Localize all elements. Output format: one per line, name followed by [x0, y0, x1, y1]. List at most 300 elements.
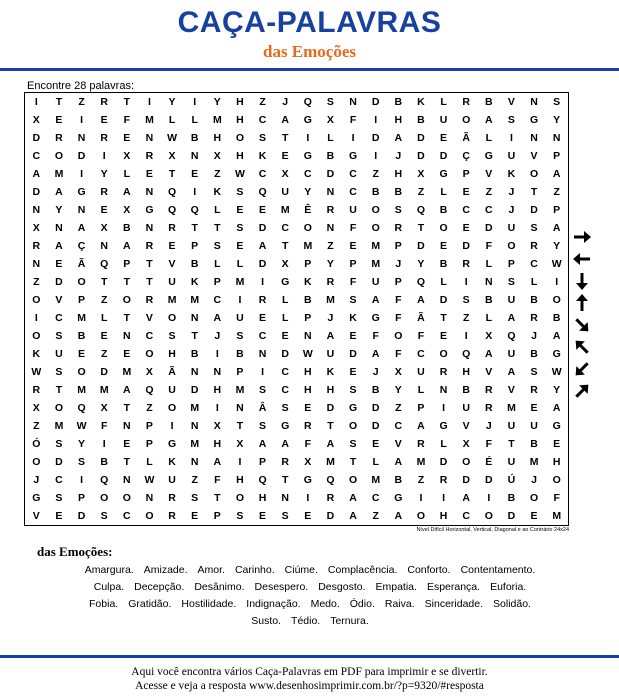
grid-cell[interactable]: E	[462, 222, 470, 234]
grid-cell[interactable]: Q	[416, 276, 426, 288]
grid-cell[interactable]: S	[349, 438, 357, 450]
grid-cell[interactable]: J	[531, 474, 537, 486]
grid-cell[interactable]: N	[100, 240, 108, 252]
grid-cell[interactable]: I	[442, 492, 446, 504]
grid-cell[interactable]: M	[507, 402, 516, 414]
grid-cell[interactable]: O	[507, 240, 516, 252]
grid-cell[interactable]: M	[77, 312, 86, 324]
grid-cell[interactable]: D	[439, 150, 448, 162]
grid-cell[interactable]: S	[349, 294, 357, 306]
grid-cell[interactable]: S	[259, 384, 267, 396]
grid-cell[interactable]: G	[484, 150, 493, 162]
grid-cell[interactable]: Q	[326, 474, 335, 486]
grid-cell[interactable]: F	[349, 114, 357, 126]
grid-cell[interactable]: A	[462, 492, 470, 504]
grid-cell[interactable]: B	[394, 474, 403, 486]
grid-cell[interactable]: D	[371, 402, 380, 414]
grid-cell[interactable]: U	[439, 114, 448, 126]
grid-cell[interactable]: O	[439, 348, 448, 360]
grid-cell[interactable]: N	[326, 186, 335, 198]
grid-cell[interactable]: G	[303, 150, 312, 162]
grid-cell[interactable]: O	[32, 330, 41, 342]
grid-cell[interactable]: I	[442, 402, 446, 414]
grid-cell[interactable]: I	[80, 168, 84, 180]
grid-cell[interactable]: G	[281, 420, 290, 432]
grid-cell[interactable]: U	[507, 150, 516, 162]
grid-cell[interactable]: R	[168, 492, 176, 504]
grid-cell[interactable]: B	[304, 294, 312, 306]
grid-cell[interactable]: J	[508, 186, 515, 198]
grid-cell[interactable]: N	[190, 456, 199, 468]
grid-cell[interactable]: U	[236, 312, 244, 324]
grid-cell[interactable]: A	[552, 402, 561, 414]
grid-cell[interactable]: M	[77, 384, 86, 396]
grid-cell[interactable]: S	[55, 366, 63, 378]
grid-cell[interactable]: R	[326, 492, 335, 504]
grid-cell[interactable]: U	[55, 348, 63, 360]
grid-cell[interactable]: C	[123, 510, 131, 522]
grid-cell[interactable]: S	[326, 96, 334, 108]
grid-cell[interactable]: O	[122, 492, 131, 504]
grid-cell[interactable]: M	[326, 456, 335, 468]
grid-cell[interactable]: V	[32, 510, 40, 522]
grid-cell[interactable]: B	[371, 384, 380, 396]
grid-cell[interactable]: M	[145, 114, 154, 126]
grid-cell[interactable]: E	[553, 438, 561, 450]
grid-cell[interactable]: I	[170, 420, 174, 432]
grid-cell[interactable]: M	[99, 384, 109, 396]
grid-cell[interactable]: B	[439, 258, 448, 270]
grid-cell[interactable]: L	[440, 96, 447, 108]
grid-cell[interactable]: X	[281, 258, 289, 270]
grid-cell[interactable]: V	[168, 258, 176, 270]
grid-cell[interactable]: A	[349, 510, 357, 522]
grid-cell[interactable]: T	[349, 456, 357, 468]
grid-cell[interactable]: U	[507, 456, 516, 468]
grid-cell[interactable]: W	[167, 132, 178, 144]
grid-cell[interactable]: R	[55, 132, 63, 144]
grid-cell[interactable]: T	[508, 438, 515, 450]
grid-cell[interactable]: L	[440, 276, 447, 288]
grid-cell[interactable]: A	[123, 186, 131, 198]
grid-cell[interactable]: C	[462, 204, 470, 216]
grid-cell[interactable]: V	[485, 168, 493, 180]
grid-cell[interactable]: B	[530, 438, 538, 450]
grid-cell[interactable]: B	[123, 222, 131, 234]
grid-cell[interactable]: Y	[304, 186, 312, 198]
grid-cell[interactable]: G	[167, 438, 177, 450]
grid-cell[interactable]: I	[419, 492, 423, 504]
grid-cell[interactable]: D	[326, 510, 335, 522]
grid-cell[interactable]: N	[77, 132, 86, 144]
grid-cell[interactable]: O	[32, 456, 41, 468]
grid-cell[interactable]: E	[530, 402, 538, 414]
grid-cell[interactable]: D	[326, 168, 335, 180]
grid-cell[interactable]: Q	[100, 474, 109, 486]
grid-cell[interactable]: W	[234, 168, 245, 180]
grid-cell[interactable]: O	[77, 276, 86, 288]
grid-cell[interactable]: I	[215, 402, 219, 414]
grid-cell[interactable]: H	[326, 384, 335, 396]
grid-cell[interactable]: S	[259, 420, 267, 432]
grid-cell[interactable]: F	[372, 330, 379, 342]
grid-cell[interactable]: N	[213, 366, 222, 378]
grid-cell[interactable]: U	[281, 186, 289, 198]
grid-cell[interactable]: A	[485, 114, 493, 126]
grid-cell[interactable]: F	[417, 330, 425, 342]
grid-cell[interactable]: O	[348, 474, 358, 486]
grid-cell[interactable]: C	[55, 474, 63, 486]
grid-cell[interactable]: R	[168, 222, 176, 234]
grid-cell[interactable]: A	[213, 456, 222, 468]
grid-cell[interactable]: Ã	[168, 366, 176, 378]
grid-cell[interactable]: P	[191, 240, 199, 252]
grid-cell[interactable]: A	[213, 312, 222, 324]
grid-cell[interactable]: N	[258, 348, 267, 360]
grid-cell[interactable]: B	[371, 186, 380, 198]
grid-cell[interactable]: O	[235, 132, 245, 144]
grid-cell[interactable]: P	[304, 312, 312, 324]
grid-cell[interactable]: E	[304, 510, 312, 522]
grid-cell[interactable]: B	[326, 150, 335, 162]
grid-cell[interactable]: P	[78, 294, 86, 306]
grid-cell[interactable]: H	[304, 366, 312, 378]
grid-cell[interactable]: Z	[214, 168, 221, 180]
grid-cell[interactable]: Z	[100, 294, 108, 306]
grid-cell[interactable]: O	[167, 402, 177, 414]
grid-cell[interactable]: I	[102, 150, 106, 162]
grid-cell[interactable]: E	[100, 204, 108, 216]
grid-cell[interactable]: V	[145, 312, 153, 324]
grid-cell[interactable]: C	[281, 366, 289, 378]
grid-cell[interactable]: X	[123, 150, 131, 162]
grid-cell[interactable]: X	[100, 222, 108, 234]
grid-cell[interactable]: Ç	[462, 150, 470, 162]
grid-cell[interactable]: N	[145, 186, 154, 198]
grid-cell[interactable]: P	[394, 276, 402, 288]
grid-cell[interactable]: E	[55, 510, 63, 522]
grid-cell[interactable]: A	[281, 438, 289, 450]
grid-cell[interactable]: D	[258, 222, 267, 234]
grid-cell[interactable]: K	[326, 366, 335, 378]
grid-cell[interactable]: T	[123, 96, 131, 108]
grid-cell[interactable]: R	[530, 312, 538, 324]
grid-cell[interactable]: R	[485, 384, 493, 396]
grid-cell[interactable]: G	[32, 492, 41, 504]
grid-cell[interactable]: J	[531, 330, 537, 342]
grid-cell[interactable]: I	[102, 438, 106, 450]
grid-cell[interactable]: T	[214, 492, 221, 504]
grid-cell[interactable]: D	[371, 420, 380, 432]
grid-cell[interactable]: E	[349, 366, 357, 378]
grid-cell[interactable]: O	[439, 222, 448, 234]
grid-cell[interactable]: C	[32, 150, 41, 162]
grid-cell[interactable]: I	[261, 276, 265, 288]
grid-cell[interactable]: P	[349, 258, 357, 270]
grid-cell[interactable]: C	[417, 348, 425, 360]
grid-cell[interactable]: O	[32, 294, 41, 306]
grid-cell[interactable]: O	[529, 168, 539, 180]
grid-cell[interactable]: A	[552, 222, 561, 234]
grid-cell[interactable]: N	[190, 366, 199, 378]
grid-cell[interactable]: N	[145, 132, 154, 144]
grid-cell[interactable]: C	[55, 312, 63, 324]
grid-cell[interactable]: N	[145, 222, 154, 234]
grid-cell[interactable]: Ã	[462, 132, 470, 144]
grid-cell[interactable]: M	[235, 276, 245, 288]
grid-cell[interactable]: E	[123, 438, 131, 450]
grid-cell[interactable]: S	[213, 240, 221, 252]
grid-cell[interactable]: C	[371, 492, 380, 504]
grid-cell[interactable]: A	[258, 438, 267, 450]
grid-cell[interactable]: M	[235, 384, 245, 396]
grid-cell[interactable]: S	[191, 492, 199, 504]
grid-cell[interactable]: U	[168, 384, 176, 396]
grid-cell[interactable]: O	[552, 474, 561, 486]
grid-cell[interactable]: R	[281, 456, 289, 468]
grid-cell[interactable]: Z	[259, 96, 266, 108]
grid-cell[interactable]: X	[417, 168, 425, 180]
grid-cell[interactable]: U	[462, 402, 470, 414]
grid-cell[interactable]: S	[236, 186, 244, 198]
grid-cell[interactable]: E	[259, 204, 267, 216]
grid-cell[interactable]: U	[507, 420, 516, 432]
grid-cell[interactable]: H	[236, 474, 244, 486]
grid-cell[interactable]: D	[530, 204, 538, 216]
grid-cell[interactable]: E	[55, 258, 63, 270]
grid-cell[interactable]: Z	[553, 186, 560, 198]
grid-cell[interactable]: H	[236, 150, 244, 162]
grid-cell[interactable]: E	[191, 168, 199, 180]
grid-cell[interactable]: O	[167, 312, 177, 324]
grid-cell[interactable]: Q	[258, 186, 267, 198]
grid-cell[interactable]: T	[281, 132, 289, 144]
grid-cell[interactable]: F	[395, 294, 402, 306]
grid-cell[interactable]: R	[32, 384, 41, 396]
grid-cell[interactable]: E	[168, 240, 176, 252]
grid-cell[interactable]: H	[552, 456, 561, 468]
grid-cell[interactable]: Ã	[417, 312, 425, 324]
grid-cell[interactable]: I	[193, 96, 197, 108]
grid-cell[interactable]: F	[485, 438, 493, 450]
grid-cell[interactable]: B	[530, 294, 538, 306]
grid-cell[interactable]: O	[122, 294, 131, 306]
grid-cell[interactable]: N	[123, 330, 131, 342]
grid-cell[interactable]: E	[123, 348, 131, 360]
grid-cell[interactable]: B	[394, 96, 403, 108]
grid-cell[interactable]: E	[236, 204, 244, 216]
grid-cell[interactable]: K	[190, 276, 199, 288]
grid-cell[interactable]: O	[552, 294, 561, 306]
grid-cell[interactable]: R	[417, 438, 425, 450]
grid-cell[interactable]: F	[100, 420, 108, 432]
grid-cell[interactable]: N	[439, 384, 448, 396]
grid-cell[interactable]: E	[100, 114, 108, 126]
grid-cell[interactable]: T	[55, 96, 63, 108]
grid-cell[interactable]: A	[326, 330, 335, 342]
grid-cell[interactable]: W	[144, 474, 155, 486]
grid-cell[interactable]: W	[551, 366, 562, 378]
grid-cell[interactable]: M	[190, 294, 200, 306]
grid-cell[interactable]: F	[395, 348, 402, 360]
grid-cell[interactable]: N	[236, 402, 244, 414]
grid-cell[interactable]: X	[304, 456, 312, 468]
grid-cell[interactable]: F	[553, 492, 560, 504]
grid-cell[interactable]: H	[213, 438, 222, 450]
grid-cell[interactable]: B	[190, 132, 199, 144]
grid-cell[interactable]: I	[261, 366, 265, 378]
grid-cell[interactable]: Q	[416, 204, 426, 216]
grid-cell[interactable]: P	[145, 438, 153, 450]
grid-cell[interactable]: R	[145, 150, 154, 162]
grid-cell[interactable]: G	[348, 150, 358, 162]
grid-cell[interactable]: R	[100, 96, 108, 108]
grid-cell[interactable]: R	[462, 96, 470, 108]
grid-cell[interactable]: U	[507, 222, 516, 234]
grid-cell[interactable]: L	[281, 312, 289, 324]
grid-cell[interactable]: Q	[462, 348, 471, 360]
grid-cell[interactable]: P	[462, 168, 470, 180]
grid-cell[interactable]: H	[213, 132, 222, 144]
grid-cell[interactable]: X	[32, 114, 40, 126]
grid-cell[interactable]: F	[485, 240, 493, 252]
grid-cell[interactable]: U	[371, 276, 380, 288]
grid-cell[interactable]: A	[417, 294, 425, 306]
grid-cell[interactable]: Ê	[304, 204, 312, 216]
grid-cell[interactable]: E	[372, 438, 380, 450]
grid-cell[interactable]: W	[551, 258, 562, 270]
grid-cell[interactable]: X	[32, 222, 40, 234]
grid-cell[interactable]: K	[507, 168, 516, 180]
grid-cell[interactable]: P	[507, 258, 515, 270]
grid-cell[interactable]: M	[122, 366, 132, 378]
grid-cell[interactable]: J	[485, 420, 492, 432]
grid-cell[interactable]: A	[258, 240, 267, 252]
grid-cell[interactable]: N	[552, 132, 561, 144]
grid-cell[interactable]: D	[417, 240, 425, 252]
grid-cell[interactable]: E	[349, 240, 357, 252]
grid-cell[interactable]: N	[190, 150, 199, 162]
grid-cell[interactable]: D	[55, 456, 63, 468]
grid-cell[interactable]: E	[78, 348, 86, 360]
grid-cell[interactable]: N	[32, 258, 41, 270]
grid-cell[interactable]: Y	[417, 258, 425, 270]
grid-cell[interactable]: E	[304, 402, 312, 414]
grid-cell[interactable]: N	[123, 420, 131, 432]
grid-cell[interactable]: K	[32, 348, 41, 360]
grid-cell[interactable]: O	[54, 150, 64, 162]
grid-cell[interactable]: A	[55, 240, 63, 252]
grid-cell[interactable]: S	[462, 294, 470, 306]
grid-cell[interactable]: M	[190, 438, 200, 450]
grid-cell[interactable]: D	[462, 474, 470, 486]
grid-cell[interactable]: J	[395, 150, 402, 162]
grid-cell[interactable]: E	[145, 168, 153, 180]
grid-cell[interactable]: X	[326, 114, 334, 126]
grid-cell[interactable]: C	[394, 420, 403, 432]
grid-cell[interactable]: R	[304, 420, 312, 432]
grid-cell[interactable]: Q	[100, 258, 109, 270]
grid-cell[interactable]: I	[80, 114, 84, 126]
grid-cell[interactable]: U	[530, 420, 538, 432]
grid-cell[interactable]: B	[530, 348, 538, 360]
grid-cell[interactable]: S	[55, 438, 63, 450]
grid-cell[interactable]: T	[123, 276, 131, 288]
grid-cell[interactable]: I	[238, 456, 242, 468]
grid-cell[interactable]: S	[55, 492, 63, 504]
grid-cell[interactable]: Y	[553, 384, 561, 396]
grid-cell[interactable]: A	[32, 168, 41, 180]
grid-cell[interactable]: G	[371, 312, 380, 324]
grid-cell[interactable]: H	[394, 168, 403, 180]
grid-cell[interactable]: L	[327, 132, 334, 144]
grid-cell[interactable]: T	[123, 402, 131, 414]
grid-cell[interactable]: M	[552, 510, 562, 522]
grid-cell[interactable]: R	[485, 402, 493, 414]
grid-cell[interactable]: L	[440, 186, 447, 198]
grid-cell[interactable]: I	[215, 348, 219, 360]
grid-cell[interactable]: Z	[33, 420, 40, 432]
grid-cell[interactable]: C	[462, 510, 470, 522]
grid-cell[interactable]: K	[258, 150, 267, 162]
grid-cell[interactable]: R	[326, 276, 335, 288]
grid-cell[interactable]: T	[55, 384, 63, 396]
grid-cell[interactable]: P	[213, 510, 221, 522]
grid-cell[interactable]: R	[100, 186, 108, 198]
grid-cell[interactable]: Ã	[77, 258, 86, 270]
grid-cell[interactable]: D	[190, 384, 199, 396]
grid-cell[interactable]: A	[394, 510, 403, 522]
grid-cell[interactable]: V	[530, 150, 538, 162]
grid-cell[interactable]: Z	[33, 276, 40, 288]
grid-cell[interactable]: I	[555, 276, 559, 288]
grid-cell[interactable]: O	[77, 366, 86, 378]
grid-cell[interactable]: Q	[77, 402, 86, 414]
grid-cell[interactable]: H	[462, 366, 470, 378]
grid-cell[interactable]: G	[394, 492, 403, 504]
grid-cell[interactable]: I	[34, 312, 38, 324]
grid-cell[interactable]: A	[326, 438, 335, 450]
grid-cell[interactable]: L	[168, 114, 176, 126]
grid-cell[interactable]: D	[462, 240, 470, 252]
grid-cell[interactable]: I	[147, 96, 151, 108]
grid-cell[interactable]: Q	[145, 384, 154, 396]
grid-cell[interactable]: W	[302, 348, 313, 360]
grid-cell[interactable]: I	[374, 114, 378, 126]
grid-cell[interactable]: D	[349, 348, 357, 360]
grid-cell[interactable]: U	[326, 348, 335, 360]
grid-cell[interactable]: P	[394, 240, 402, 252]
grid-cell[interactable]: D	[371, 132, 380, 144]
grid-cell[interactable]: B	[394, 186, 403, 198]
grid-cell[interactable]: G	[77, 186, 86, 198]
grid-cell[interactable]: E	[281, 150, 289, 162]
grid-cell[interactable]: V	[462, 420, 470, 432]
grid-cell[interactable]: E	[259, 510, 267, 522]
grid-cell[interactable]: Â	[258, 402, 267, 414]
grid-cell[interactable]: J	[33, 474, 40, 486]
grid-cell[interactable]: M	[371, 258, 381, 270]
grid-cell[interactable]: T	[191, 330, 198, 342]
grid-cell[interactable]: R	[145, 294, 154, 306]
grid-cell[interactable]: A	[394, 456, 403, 468]
grid-cell[interactable]: S	[168, 330, 176, 342]
grid-cell[interactable]: E	[281, 330, 289, 342]
grid-cell[interactable]: O	[371, 222, 380, 234]
grid-cell[interactable]: B	[190, 348, 199, 360]
grid-cell[interactable]: N	[123, 474, 131, 486]
grid-cell[interactable]: X	[213, 420, 221, 432]
